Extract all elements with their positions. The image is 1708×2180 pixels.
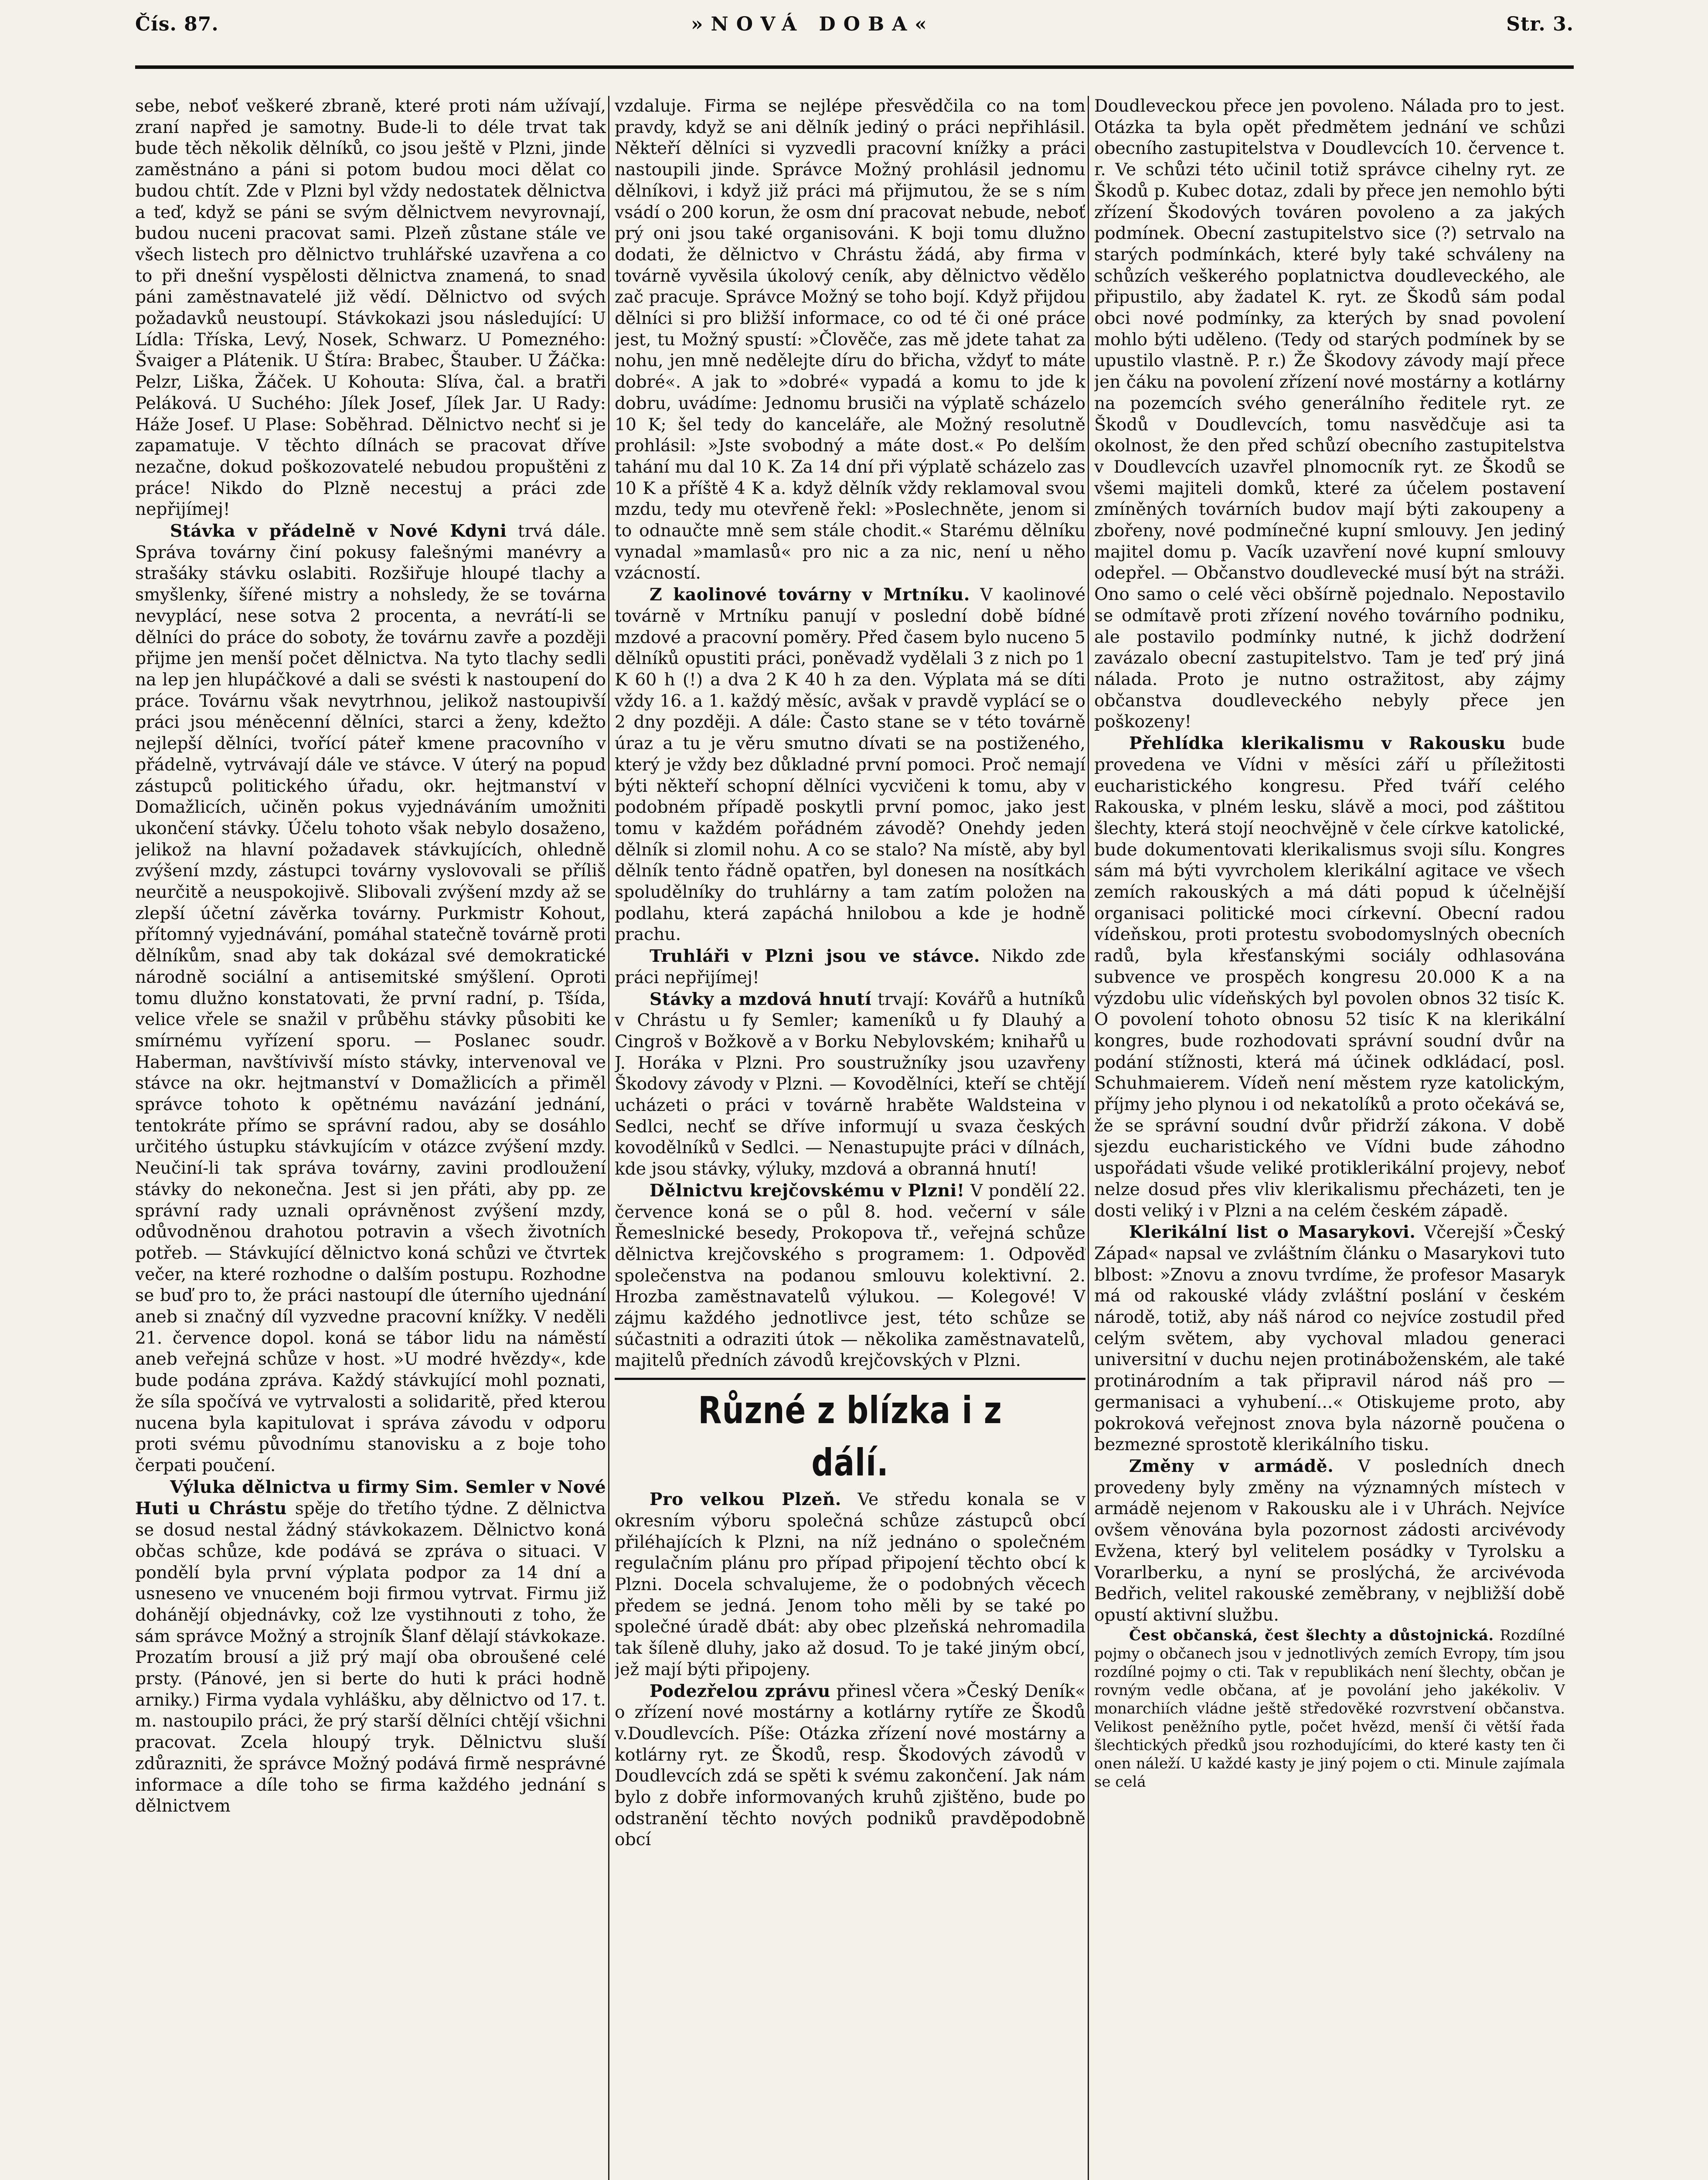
article-title: Pro velkou Plzeň. — [650, 1489, 841, 1510]
article — [615, 1489, 1085, 1680]
article-title: Výluka dělnictva u firmy Sim. Semler v Nové Huti u Chrástu — [135, 1477, 606, 1519]
article-body: V kaolinové továrně v Mrtníku panují v poslední době bídné mzdové a pracovní poměry. Před časem bylo nuceno 5 dělníků opustiti práci, poněvadž vydělali 3 z nich po 1 K 60 h (!) a dva 2 K 40 h za den. Výplata má se díti vždy 16. a 1. každý měsíc, avšak v pravdě vyplácí se o 2 dny později. A dále: Často stane se v této továrně úraz a tu je věru smutno dívati se na postiženého, který je vždy bez důkladné první pomoci. Proč nemají býti někteří schopní dělníci vycvičeni k tomu, aby v podobném případě poskytli první pomoc, jako jest tomu v každém pořádném závodě? Onehdy jeden dělník si zlomil nohu. A co se stalo? Na místě, aby byl dělník tento řádně opatřen, byl donesen na nosítkách spoludělníky do truhlárny a tam zatím položen na podlahu, která zapáchá hnilobou a kde je hodně prachu. — [615, 585, 1085, 945]
paper-name: »NOVÁ DOBA« — [691, 13, 935, 35]
section-rule — [615, 1378, 1085, 1380]
article-title: Klerikální list o Masarykovi. — [1129, 1222, 1416, 1243]
article — [615, 946, 1085, 988]
article — [135, 521, 606, 1477]
article-body: trvá dále. Správa továrny činí pokusy falešnými manévry a strašáky stávku oslabiti. Rozšiřuje hloupé tlachy a smyšlenky, šířené mistry a nohsledy, že se továrna nevyplácí, nese sotva 2 procenta, a nevrátí-li se dělníci do práce do soboty, že továrnu zavře a později přijme jen menší počet dělnictva. Na tyto tlachy sedli na lep jen hlupáčkové a dali se svésti k nastoupení do práce. Továrnu však nevytrhnou, jelikož nastoupivší práci jsou méněcenní dělníci, starci a ženy, kdežto nejlepší dělníci, tvořící páteř kmene pracovního v přádelně, vytrvávají dále ve stávce. V úterý na popud zástupců politického úřadu, okr. hejtmanství v Domažlicích, učiněn pokus vyjednáváním umožniti ukončení stávky. Účelu tohoto však nebylo dosaženo, jelikož na hlavní požadavek stávkujících, ohledně zvýšení mzdy, zástupci továrny vyslovovali se příliš neurčitě a neuspokojivě. Slibovali zvýšení mzdy až se zlepší účetní závěrka továrny. Purkmistr Kohout, přítomný vyjednávání, pomáhal statečně továrně proti dělníkům, snad aby tak dokázal své demokratické národně sociální a antisemitské smýšlení. Oproti tomu dlužno konstatovati, že první radní, p. Tšída, velice vřele se snažil v průběhu stávky působiti ke smírnému vyřízení sporu. — Poslanec soudr. Haberman, navštívivší místo stávky, intervenoval ve stávce na okr. hejtmanství v Domažlicích a přiměl správce tohoto k opětnému navázání jednání, tentokráte přímo se správní radou, aby se dosáhlo určitého ústupku stávkujícím v otázce zvýšení mzdy. Neučiní-li tak správa továrny, zavini prodloužení stávky do nekonečna. Jest si jen přáti, aby pp. ze správní rady uznali oprávněnost zvýšení mzdy, odůvodněnou drahotou potravin a všech životních potřeb. — Stávkující dělnictvo koná schůzi ve čtvrtek večer, na které rozhodne o dalším postupu. Rozhodne se buď pro to, že práci nastoupí dle úterního ujednání aneb si značný díl vyzvedne pracovní knížky. V neděli 21. července dopol. koná se tábor lidu na náměstí aneb veřejná schůze v host. »U modré hvězdy«, kde bude podána zpráva. Každý stávkující mohl poznati, že síla spočívá ve vytrvalosti a solidaritě, před kterou nucena byla kapitulovat i správa závodu v odporu proti svému původnímu stanovisku a z boje toho čerpati poučení. — [135, 521, 606, 1475]
article-title: Stávka v přádelně v Nové Kdyni — [170, 521, 507, 542]
section-title: Různé z blízka i z dálí. — [698, 1389, 1002, 1485]
article-body: Nikdo zde práci nepřijímej! — [615, 947, 1085, 988]
article-body: spěje do třetího týdne. Z dělnictva se dosud nestal žádný stávkokazem. Dělnictvo koná občas schůze, kde podává se zpráva o situaci. V pondělí byla první výplata podpor za 14 dní a usneseno ve vnuceném boji firmou vytrvat. Firmu již dohánějí objednávky, což lze vystihnouti z toho, že sám správce Možný a strojník Šlanf dělají stávkokaze. Prozatím brousí a již prý mají oba obroušené celé prsty. (Pánové, jen si berte do huti k práci hodně arniky.) Firma vydala vyhlášku, aby dělnictvo od 17. t. m. nastoupilo práci, že prý starší dělníci chtějí všichni pracovat. Zcela hloupý tryk. Dělnictvu sluší zdůrazniti, že správce Možný podává firmě nesprávné informace a díle toho se firma každého jednání s dělnictvem — [135, 1499, 606, 1816]
article — [615, 1180, 1085, 1372]
article — [615, 989, 1085, 1180]
article-title: Změny v armádě. — [1129, 1456, 1334, 1476]
article-title: Dělnictvu krejčovskému v Plzni! — [650, 1180, 965, 1201]
article-title: Podezřelou zprávu — [650, 1681, 830, 1701]
article — [1094, 733, 1565, 1222]
column-1 — [135, 96, 606, 2180]
article-continuation: Doudleveckou přece jen povoleno. Nálada pro to jest. Otázka ta byla opět předmětem jednání ve schůzi obecního zastupitelstva v Doudlevcích 10. července t. r. Ve schůzi této učinil totiž správce cihelny ryt. ze Škodů p. Kubec dotaz, zdali by přece jen nemohlo býti zřízení Škodových továren povoleno a za jakých podmínek. Obecní zastupitelstvo sice (?) setrvalo na starých podmínkách, které byly také schváleny na schůzích veškerého poplatnictva doudleveckého, ale připustilo, aby žadatel K. ryt. ze Škodů sám podal obci nové podmínky, za kterých by snad povolení mohlo býti uděleno. (Tedy od starých podmínek by se upustilo vlastně. P. r.) Že Škodovy závody mají přece jen čáku na povolení zřízení nové mostárny a kotlárny na pozemcích svého generálního ředitele ryt. ze Škodů v Doudlevcích, tomu nasvědčuje asi ta okolnost, že den před schůzí obecního zastupitelstva v Doudlevcích uzavřel plnomocník ryt. ze Škodů se všemi majiteli domků, které za účelem postavení zmíněných továrních budov mají býti zakoupeny a zbořeny, nové podmínečné kupní smlouvy. Jen jediný majitel domu p. Vacík uzavření nové kupní smlouvy odepřel. — Občanstvo doudlevecké musí být na stráži. Ono samo o celé věci obšírně pojednalo. Nepostavilo se odmítavě proti zřízení nového továrního podniku, ale postavilo podmínky nutné, k jichž dodržení zavázalo obecní zastupitelstvo. Tam je teď prý jiná nálada. Proto je nutno ostražitost, aby zájmy občanstva doudleveckého nebyly přece jen poškozeny! — [1094, 96, 1565, 732]
article-title: Stávky a mzdová hnutí — [650, 989, 872, 1009]
article-continuation: sebe, neboť veškeré zbraně, které proti nám užívají, zraní napřed je samotny. Bude-li to déle trvat tak bude těch několik dělníků, co jsou ještě v Plzni, jinde zaměstnáno a páni si potom budou moci dělat co budou chtít. Zde v Plzni byl vždy nedostatek dělnictva a teď, když se páni se svým dělnictvem nevyrovnají, budou nuceni pracovat sami. Plzeň zůstane stále ve všech listech pro dělnictvo truhlářské uzavřena a co to při dnešní vyspělosti dělnictva znamená, to snad páni zaměstnavatelé již vědí. Dělnictvo od svých požadavků neustoupí. Stávkokazi jsou následující: U Lídla: Tříska, Levý, Nosek, Schwarz. U Pomezného: Švaiger a Plátenik. U Štíra: Brabec, Štauber. U Žáčka: Pelzr, Liška, Žáček. U Kohouta: Slíva, čal. a bratři Peláková. U Suchého: Jílek Josef, Jílek Jar. U Rady: Háže Josef. U Plase: Soběhrad. Dělnictvo nechť si je zapamatuje. V těchto dílnách se pracovat dříve nezačne, dokud poškozovatelé nebudou propuštěni z práce! Nikdo do Plzně necestuj a práci zde nepřijímej! — [135, 96, 606, 520]
article-continuation: vzdaluje. Firma se nejlépe přesvědčila co na tom pravdy, když se ani dělník jediný o práci nepřihlásil. Někteří dělníci si vyzvedli pracovní knížky a práci nastoupili jinde. Správce Možný prohlásil jednomu dělníkovi, i když již práci má přijmutou, že se s ním vsádí o 200 korun, že osm dní pracovat nebude, neboť prý oni jsou také organisováni. K boji tomu dlužno dodati, že dělnictvo v Chrástu žádá, aby firma v továrně vyvěsila úkolový ceník, aby dělnictvo vědělo zač pracuje. Správce Možný se toho bojí. Když přijdou dělníci si pro bližší informace, co od té či oné práce jest, tu Možný spustí: »Člověče, zas mě jdete tahat za nohu, jen mně nedělejte díru do břicha, vždyť to máte dobré«. A jak to »dobré« vypadá a komu to jde k dobru, uvádíme: Jednomu brusiči na výplatě scházelo 10 K; šel tedy do kanceláře, ale Možný resolutně prohlásil: »Jste svobodný a máte dost.« Po delším tahání mu dal 10 K. Za 14 dní při výplatě scházelo zas 10 K a příště 4 K a. když dělník vždy reklamoval svou mzdu, tedy mu otevřeně řekl: »Poslechněte, jenom si to odnaučte mně sem stále chodit.« Starému dělníku vynadal »mamlasů« pro nic a za nic, není u něho vzácností. — [615, 96, 1085, 583]
article-title: Čest občanská, čest šlechty a důstojnická. — [1129, 1626, 1494, 1644]
article-body: Ve středu konala se v okresním výboru společná schůze zástupců obcí přiléhajících k Plzni, na níž jednáno o společném regulačním plánu pro případ připojení těchto obcí k Plzni. Docela schvalujeme, že o podobných věcech předem se jedná. Jenom toho měli by se také po společné úradě dbát: aby obec plzeňská nehromadila tak šíleně dluhy, jako až dosud. To je také jiným obcí, jež mají býti připojeny. — [615, 1490, 1085, 1679]
page-number: Str. 3. — [1506, 13, 1574, 35]
header-rule — [135, 65, 1574, 69]
article-title: Přehlídka klerikalismu v Rakousku — [1129, 733, 1506, 754]
column-separator — [1088, 96, 1089, 2180]
column-separator — [608, 96, 609, 2180]
article-body: Rozdílné pojmy o občanech jsou v jednotlivých zemích Evropy, tím jsou rozdílné pojmy o cti. Tak v republikách není šlechty, občan je rovným vedle občana, ať je povolání jeho jakékoliv. V monarchiích vládne ještě středověké rozvrstvení občanstva. Velikost peněžního pytle, počet hvězd, menší či větší řada šlechtických předků jsou rozhodujícími, do které kasty ten či onen náleží. U každé kasty je jiný pojem o cti. Minule zajímala se celá — [1094, 1626, 1565, 1791]
column-3 — [1094, 96, 1565, 2180]
article-title: Truhláři v Plzni jsou ve stávce. — [650, 946, 980, 967]
article — [1094, 1222, 1565, 1456]
article — [1094, 1456, 1565, 1626]
article — [135, 1477, 606, 1817]
page-header — [135, 13, 1574, 65]
article-title: Z kaolinové továrny v Mrtníku. — [650, 585, 970, 605]
article-body: trvají: Kovářů a hutníků v Chrástu u fy Semler; kameníků u fy Dlauhý a Cingroš v Božkově a v Borku Nebylovském; knihařů u J. Horáka v Plzni. Pro soustružníky jsou uzavřeny Škodovy závody v Plzni. — Kovodělníci, kteří se chtějí ucházeti o práci v továrně hraběte Waldsteina v Sedlci, nechť se dříve informují u svaza českých kovodělníků v Sedlci. — Nenastupujte práci v dílnách, kde jsou stávky, výluky, mzdová a obranná hnutí! — [615, 989, 1085, 1179]
article-body: V pondělí 22. července koná se o půl 8. hod. večerní v sále Řemeslnické besedy, Prokopova tř., veřejná schůze dělnictva krejčovského s programem: 1. Odpověď společenstva na podanou smlouvu kolektivní. 2. Hrozba zaměstnavatelů výlukou. — Kolegové! V zájmu každého jednotlivce jest, této schůze se súčastniti a odraziti útok — několika zaměstnavatelů, majitelů předních závodů krejčovských v Plzni. — [615, 1181, 1085, 1371]
article-body: Včerejší »Český Západ« napsal ve zvláštním článku o Masarykovi tuto blbost: »Znovu a znovu tvrdíme, že profesor Masaryk má od rakouské vlády zvláštní poslání v českém národě, totiž, aby náš národ co nejvíce zostudil před celým světem, aby vychoval mladou generaci universitní v duchu nejen protináboženském, ale také protinárodním a tak připravil národ náš pro — germanisaci a vyhubení...« Otiskujeme proto, aby pokroková veřejnost znova byla názorně poučena o bezmezné sprostotě klerikálního tisku. — [1094, 1223, 1565, 1455]
article — [1094, 1626, 1565, 1791]
article — [615, 1681, 1085, 1851]
article — [615, 584, 1085, 946]
article-body: bude provedena ve Vídni v měsíci září u příležitosti eucharistického kongresu. Před tváří celého Rakouska, v plném lesku, slávě a moci, pod záštitou šlechty, která stojí neochvějně v čele církve katolické, bude dokumentovati klerikalismus svoji sílu. Kongres sám má býti vyvrcholem klerikální agitace ve všech zemích rakouských a má dáti popud k účelnější organisaci politické moci církevní. Obecní radou vídeňskou, proti protestu svobodomyslných obecních radů, byla křesťanskými sociály odhlasována subvence ve prospěch kongresu 20.000 K a na výzdobu ulic vídeňských byl povolen obnos 32 tisíc K. O povolení tohoto obnosu 52 tisíc K na klerikální kongres, bude rozhodovati správní soudní dvůr na podání stížnosti, která má účinek odkládací, posl. Schuhmaierem. Vídeň není městem ryze katolickým, příjmy jeho plynou i od nekatolíků a proto očekává se, že se správní soudní dvůr přidrží zákona. V době sjezdu eucharistického ve Vídni bude záhodno uspořádati všude veliké protiklerikální projevy, neboť nelze dosud přes vliv klerikalismu přecházeti, ten je dosti veliký i v Plzni a na celém českém západě. — [1094, 734, 1565, 1221]
column-2 — [615, 96, 1085, 2180]
issue-number: Čís. 87. — [135, 13, 219, 35]
article-body: přinesl včera »Český Deník« o zřízení nové mostárny a kotlárny rytíře ze Škodů v.Doudlevcích. Píše: Otázka zřízení nové mostárny a kotlárny ryt. ze Škodů, resp. Škodových závodů v Doudlevcích zdá se spěti k svému zakončení. Jak nám bylo z dobře informovaných kruhů zjištěno, bude po odstranění těchto nových podniků pravděpodobně obcí — [615, 1681, 1085, 1850]
article-body: V posledních dnech provedeny byly změny na významných místech v armádě nejenom v Rakousku ale i v Uhrách. Nejvíce ovšem věnována byla pozornost zádosti arcivévody Evžena, který byl velitelem posádky v Tyrolsku a Vorarlberku, a nyní se proslýchá, že arcivévoda Bedřich, velitel rakouské zeměbrany, v nejbližší době opustí aktivní službu. — [1094, 1457, 1565, 1625]
